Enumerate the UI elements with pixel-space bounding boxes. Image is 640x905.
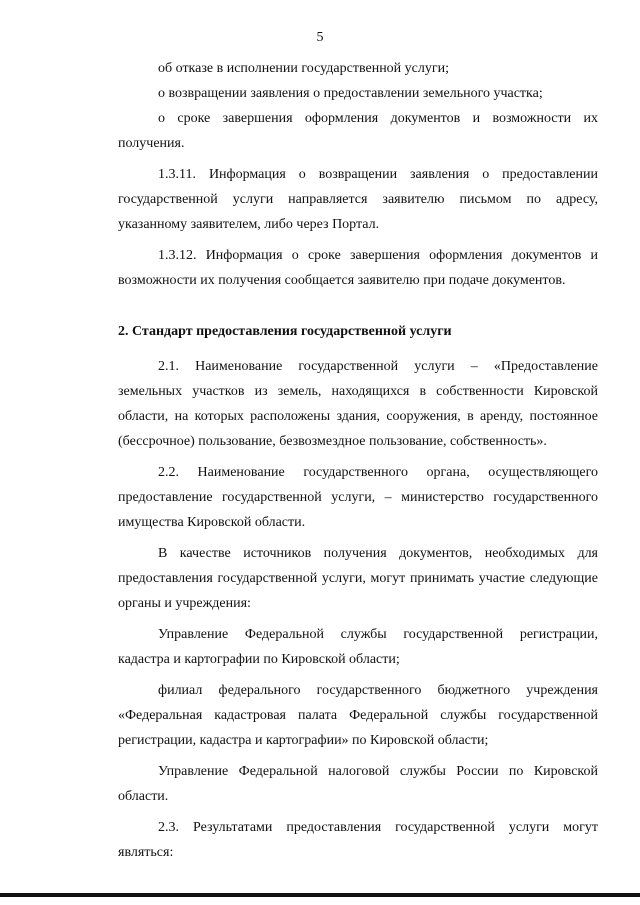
list-item: филиал федерального государственного бюджетного учреждения «Федеральная кадастровая палата Федеральной службы государственной регистрации, кадастра и картографии» по Кировской области;: [118, 683, 598, 748]
section-heading: 2. Стандарт предоставления государственной услуги: [118, 324, 452, 339]
paragraph-2-2: 2.2. Наименование государственного органа, осуществляющего предоставление государственной услуги, – министерство государственного имущества Кировской области.: [118, 465, 598, 530]
page-number: 5: [316, 30, 324, 45]
paragraph-sources: В качестве источников получения документов, необходимых для предоставления государственной услуги, могут принимать участие следующие органы и учреждения:: [118, 546, 598, 611]
paragraph-1-3-11: 1.3.11. Информация о возвращении заявления о предоставлении государственной услуги направляется заявителю письмом по адресу, указанному заявителем, либо через Портал.: [118, 167, 598, 232]
list-item: о сроке завершения оформления документов и возможности их получения.: [118, 111, 598, 151]
document-body: [118, 56, 598, 865]
list-item: об отказе в исполнении государственной услуги;: [158, 61, 449, 76]
bottom-rule: [0, 893, 640, 897]
list-item: Управление Федеральной налоговой службы России по Кировской области.: [118, 764, 598, 804]
paragraph-2-1: 2.1. Наименование государственной услуги – «Предоставление земельных участков из земель, находящихся в собственности Кировской области, на которых расположены здания, сооружения, в аренду, постоянное (бессрочное) пользование, безвозмездное пользование, собственность».: [118, 359, 598, 449]
paragraph-1-3-12: 1.3.12. Информация о сроке завершения оформления документов и возможности их получения сообщается заявителю при подаче документов.: [118, 248, 598, 288]
paragraph-2-3: 2.3. Результатами предоставления государственной услуги могут являться:: [118, 820, 598, 860]
list-item: о возвращении заявления о предоставлении земельного участка;: [158, 86, 543, 101]
list-item: Управление Федеральной службы государственной регистрации, кадастра и картографии по Кировской области;: [118, 627, 598, 667]
